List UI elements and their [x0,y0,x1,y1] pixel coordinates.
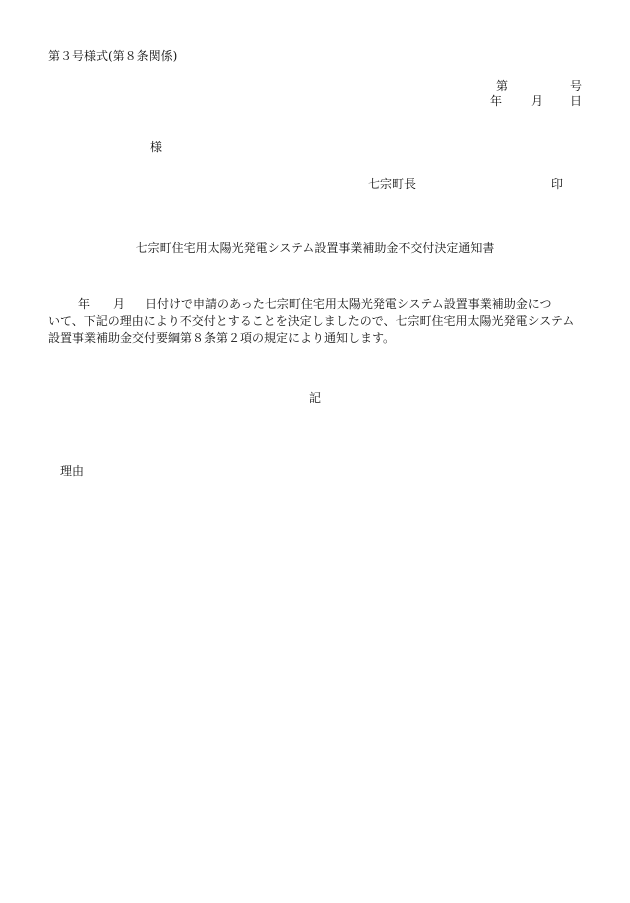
body-month-label: 月 [113,297,126,311]
body-line-1-text: 日付けで申請のあった七宗町住宅用太陽光発電システム設置事業補助金につ [145,297,552,311]
date-month-label: 月 [531,94,544,108]
body-line-3: 設置事業補助金交付要綱第８条第２項の規定により通知します。 [48,331,396,345]
ki-heading: 記 [308,391,321,405]
body-year-label: 年 [78,297,91,311]
reason-label: 理由 [60,464,85,478]
addressee-honorific: 様 [150,140,163,154]
body-line-1 [48,296,588,313]
issuer-title: 七宗町長 [368,177,417,191]
form-number: 第３号様式(第８条関係) [48,49,178,63]
seal-mark: 印 [551,177,564,191]
body-line-2: いて、下記の理由により不交付とすることを決定しましたので、七宗町住宅用太陽光発電システム [48,314,575,328]
date-day-label: 日 [570,94,583,108]
document-number-suffix: 号 [570,79,583,93]
document-title: 七宗町住宅用太陽光発電システム設置事業補助金不交付決定通知書 [135,241,495,255]
date-year-label: 年 [490,94,503,108]
document-number-prefix: 第 [496,79,509,93]
notice-body [48,296,588,347]
